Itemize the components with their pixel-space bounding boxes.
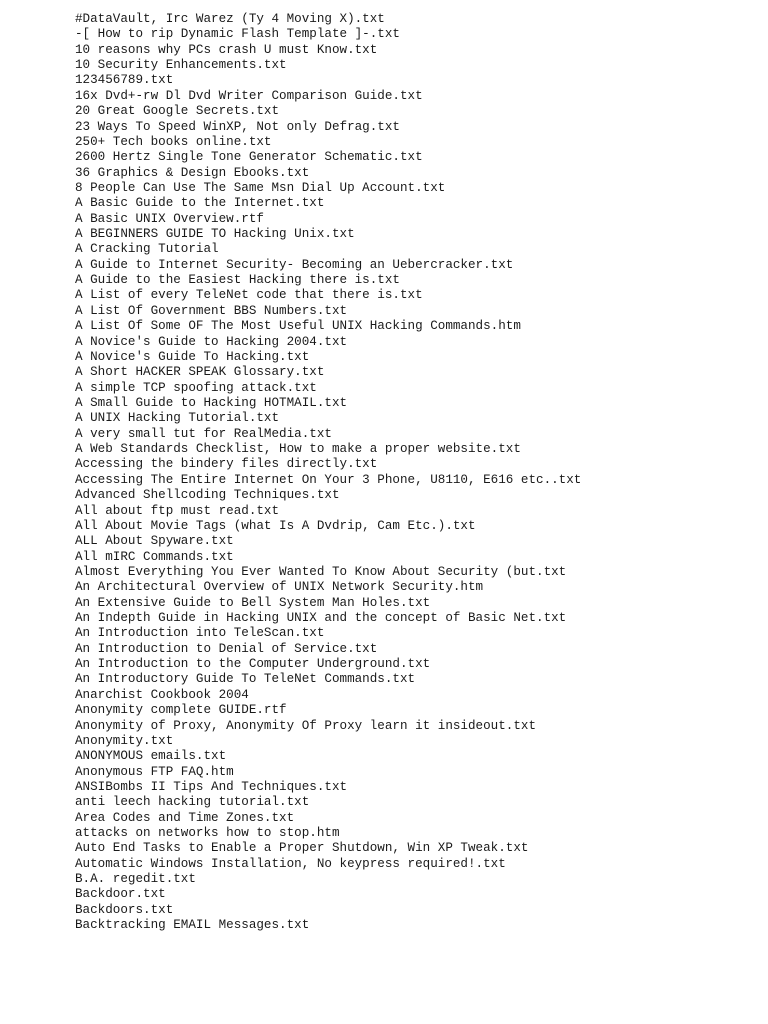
file-entry: 20 Great Google Secrets.txt	[75, 104, 280, 119]
file-entry: An Extensive Guide to Bell System Man Holes.txt	[75, 595, 431, 610]
file-entry: A Guide to Internet Security- Becoming an Uebercracker.txt	[75, 257, 514, 272]
file-entry: Automatic Windows Installation, No keypress required!.txt	[75, 856, 506, 871]
file-entry: A List Of Government BBS Numbers.txt	[75, 303, 348, 318]
file-entry: A Novice's Guide to Hacking 2004.txt	[75, 334, 348, 349]
file-entry: A Guide to the Easiest Hacking there is.txt	[75, 273, 400, 288]
file-list	[75, 12, 581, 934]
file-entry: A Small Guide to Hacking HOTMAIL.txt	[75, 395, 348, 410]
file-entry: A List Of Some OF The Most Useful UNIX Hacking Commands.htm	[75, 319, 521, 334]
file-entry: A List of every TeleNet code that there is.txt	[75, 288, 423, 303]
file-entry: Backdoors.txt	[75, 902, 174, 917]
file-entry: Anarchist Cookbook 2004	[75, 687, 249, 702]
file-entry: Anonymity.txt	[75, 733, 174, 748]
file-entry: 23 Ways To Speed WinXP, Not only Defrag.txt	[75, 119, 400, 134]
file-entry: Backtracking EMAIL Messages.txt	[75, 918, 310, 933]
file-entry: 8 People Can Use The Same Msn Dial Up Account.txt	[75, 180, 446, 195]
file-entry: Anonymity of Proxy, Anonymity Of Proxy learn it insideout.txt	[75, 718, 537, 733]
file-entry: Advanced Shellcoding Techniques.txt	[75, 488, 340, 503]
file-entry: A Cracking Tutorial	[75, 242, 219, 257]
file-entry: #DataVault, Irc Warez (Ty 4 Moving X).txt	[75, 12, 385, 26]
file-entry: A Novice's Guide To Hacking.txt	[75, 349, 310, 364]
file-entry: A very small tut for RealMedia.txt	[75, 426, 332, 441]
file-entry: Auto End Tasks to Enable a Proper Shutdown, Win XP Tweak.txt	[75, 841, 529, 856]
file-entry: 2600 Hertz Single Tone Generator Schematic.txt	[75, 150, 423, 165]
file-entry: 250+ Tech books online.txt	[75, 134, 272, 149]
file-entry: ANONYMOUS emails.txt	[75, 749, 227, 764]
file-entry: An Introduction into TeleScan.txt	[75, 626, 325, 641]
file-entry: 16x Dvd+-rw Dl Dvd Writer Comparison Guide.txt	[75, 88, 423, 103]
file-entry: A Basic UNIX Overview.rtf	[75, 211, 264, 226]
file-entry: An Introduction to the Computer Underground.txt	[75, 657, 431, 672]
file-entry: An Indepth Guide in Hacking UNIX and the concept of Basic Net.txt	[75, 611, 567, 626]
file-entry: An Introductory Guide To TeleNet Commands.txt	[75, 672, 416, 687]
file-entry: Accessing The Entire Internet On Your 3 Phone, U8110, E616 etc..txt	[75, 472, 582, 487]
file-entry: ALL About Spyware.txt	[75, 534, 234, 549]
file-entry: A simple TCP spoofing attack.txt	[75, 380, 317, 395]
file-entry: A Short HACKER SPEAK Glossary.txt	[75, 365, 325, 380]
file-entry: Anonymous FTP FAQ.htm	[75, 764, 234, 779]
file-entry: An Architectural Overview of UNIX Network Security.htm	[75, 580, 484, 595]
file-entry: attacks on networks how to stop.htm	[75, 826, 340, 841]
file-entry: 36 Graphics & Design Ebooks.txt	[75, 165, 310, 180]
file-entry: Area Codes and Time Zones.txt	[75, 810, 295, 825]
file-entry: A Web Standards Checklist, How to make a proper website.txt	[75, 442, 521, 457]
file-entry: 10 Security Enhancements.txt	[75, 58, 287, 73]
file-entry: Backdoor.txt	[75, 887, 166, 902]
file-entry: All about ftp must read.txt	[75, 503, 280, 518]
file-entry: Almost Everything You Ever Wanted To Know About Security (but.txt	[75, 564, 567, 579]
file-entry: A BEGINNERS GUIDE TO Hacking Unix.txt	[75, 227, 355, 242]
file-entry: ANSIBombs II Tips And Techniques.txt	[75, 779, 348, 794]
file-entry: 123456789.txt	[75, 73, 174, 88]
file-entry: Accessing the bindery files directly.txt	[75, 457, 378, 472]
file-entry: All mIRC Commands.txt	[75, 549, 234, 564]
file-entry: anti leech hacking tutorial.txt	[75, 795, 310, 810]
file-entry: B.A. regedit.txt	[75, 872, 196, 887]
file-entry: A UNIX Hacking Tutorial.txt	[75, 411, 280, 426]
file-entry: -[ How to rip Dynamic Flash Template ]-.txt	[75, 27, 400, 42]
file-entry: An Introduction to Denial of Service.txt	[75, 641, 378, 656]
file-entry: All About Movie Tags (what Is A Dvdrip, Cam Etc.).txt	[75, 518, 476, 533]
file-entry: A Basic Guide to the Internet.txt	[75, 196, 325, 211]
file-entry: 10 reasons why PCs crash U must Know.txt	[75, 42, 378, 57]
file-entry: Anonymity complete GUIDE.rtf	[75, 703, 287, 718]
